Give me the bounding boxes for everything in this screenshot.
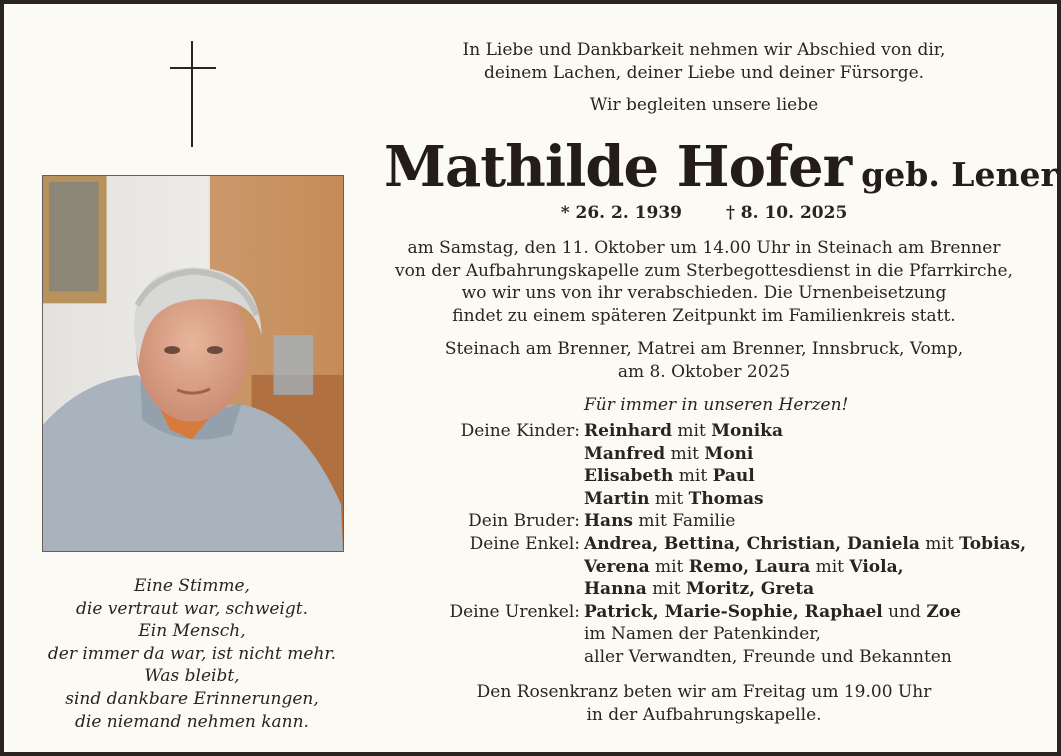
grandchild-names: Hanna xyxy=(584,579,647,600)
children-label: Deine Kinder: xyxy=(460,421,580,441)
rosary-line: Den Rosenkranz beten wir am Freitag um 19.00 Uhr xyxy=(476,682,932,702)
brother-suffix: mit Familie xyxy=(638,511,736,532)
place-date xyxy=(369,338,1039,383)
notice-line: von der Aufbahrungskapelle zum Sterbegottesdienst in die Pfarrkirche, xyxy=(395,260,1013,281)
grandchildren-label: Deine Enkel: xyxy=(469,533,580,554)
grandchild-names: Andrea, Bettina, Christian, Daniela xyxy=(584,533,920,554)
date-line: am 8. Oktober 2025 xyxy=(617,361,791,382)
child-name: Manfred xyxy=(584,443,666,464)
connector: mit xyxy=(654,488,684,509)
deceased-name xyxy=(384,134,1058,200)
intro-line: deinem Lachen, deiner Liebe und deiner Fürsorge. xyxy=(483,63,925,83)
name-main: Mathilde Hofer xyxy=(384,134,852,200)
partner-name: Moritz, Greta xyxy=(686,579,815,600)
connector: mit xyxy=(670,443,699,464)
partner-name: Paul xyxy=(712,466,755,487)
poem-line: Was bleibt, xyxy=(144,666,240,687)
partner-name: Remo, Laura xyxy=(688,556,811,577)
funeral-notice xyxy=(369,237,1039,327)
rosary-line: in der Aufbahrungskapelle. xyxy=(586,705,822,725)
partner-name: Viola, xyxy=(849,556,904,577)
great-grandchildren-label: Deine Urenkel: xyxy=(449,601,580,622)
maiden-name: geb. Lener xyxy=(861,155,1058,194)
poem-line: sind dankbare Erinnerungen, xyxy=(65,688,319,709)
child-name: Reinhard xyxy=(584,421,672,441)
place-line: Steinach am Brenner, Matrei am Brenner, Innsbruck, Vomp, xyxy=(444,339,964,359)
rosary-notice xyxy=(384,681,1024,727)
notice-line: wo wir uns von ihr verabschieden. Die Urnenbeisetzung xyxy=(461,283,947,304)
poem-line: Eine Stimme, xyxy=(134,576,250,596)
partner-name: Tobias, xyxy=(959,533,1026,554)
closing-line: aller Verwandten, Freunde und Bekannten xyxy=(584,646,952,667)
connector: mit xyxy=(652,579,681,600)
partner-name: Monika xyxy=(711,421,783,441)
accompany-text: Wir begleiten unsere liebe xyxy=(589,95,819,115)
poem-line: Ein Mensch, xyxy=(138,621,246,642)
death-date: † 8. 10. 2025 xyxy=(726,203,848,223)
notice-line: findet zu einem späteren Zeitpunkt im Familienkreis statt. xyxy=(452,305,956,326)
life-dates xyxy=(384,203,1024,223)
connector: mit xyxy=(678,466,708,487)
connector: mit xyxy=(677,421,706,441)
poem-line: der immer da war, ist nicht mehr. xyxy=(47,643,337,664)
closing-line: im Namen der Patenkinder, xyxy=(584,624,821,645)
grandchild-names: Verena xyxy=(584,556,650,577)
great-grandchild-name: Zoe xyxy=(926,601,961,622)
connector: mit xyxy=(655,556,684,577)
connector: mit xyxy=(815,556,845,577)
great-grandchild-names: Patrick, Marie-Sophie, Raphael xyxy=(584,601,883,622)
poem xyxy=(32,575,352,733)
birth-date: * 26. 2. 1939 xyxy=(560,203,682,223)
intro-text xyxy=(384,39,1024,85)
connector: und xyxy=(888,601,921,622)
connector: mit xyxy=(925,533,954,554)
poem-line: die niemand nehmen kann. xyxy=(75,711,309,732)
partner-name: Thomas xyxy=(688,488,764,509)
motto: Für immer in unseren Herzen! xyxy=(584,395,849,415)
poem-line: die vertraut war, schweigt. xyxy=(76,598,308,619)
cross-icon xyxy=(170,41,216,147)
notice-line: am Samstag, den 11. Oktober um 14.00 Uhr in Steinach am Brenner xyxy=(407,238,1001,258)
brother-label: Dein Bruder: xyxy=(468,511,580,532)
portrait-photo xyxy=(42,175,344,552)
brother-name: Hans xyxy=(584,511,634,532)
child-name: Elisabeth xyxy=(584,466,674,487)
intro-line: In Liebe und Dankbarkeit nehmen wir Abschied von dir, xyxy=(462,40,946,60)
partner-name: Moni xyxy=(704,443,754,464)
child-name: Martin xyxy=(584,488,650,509)
